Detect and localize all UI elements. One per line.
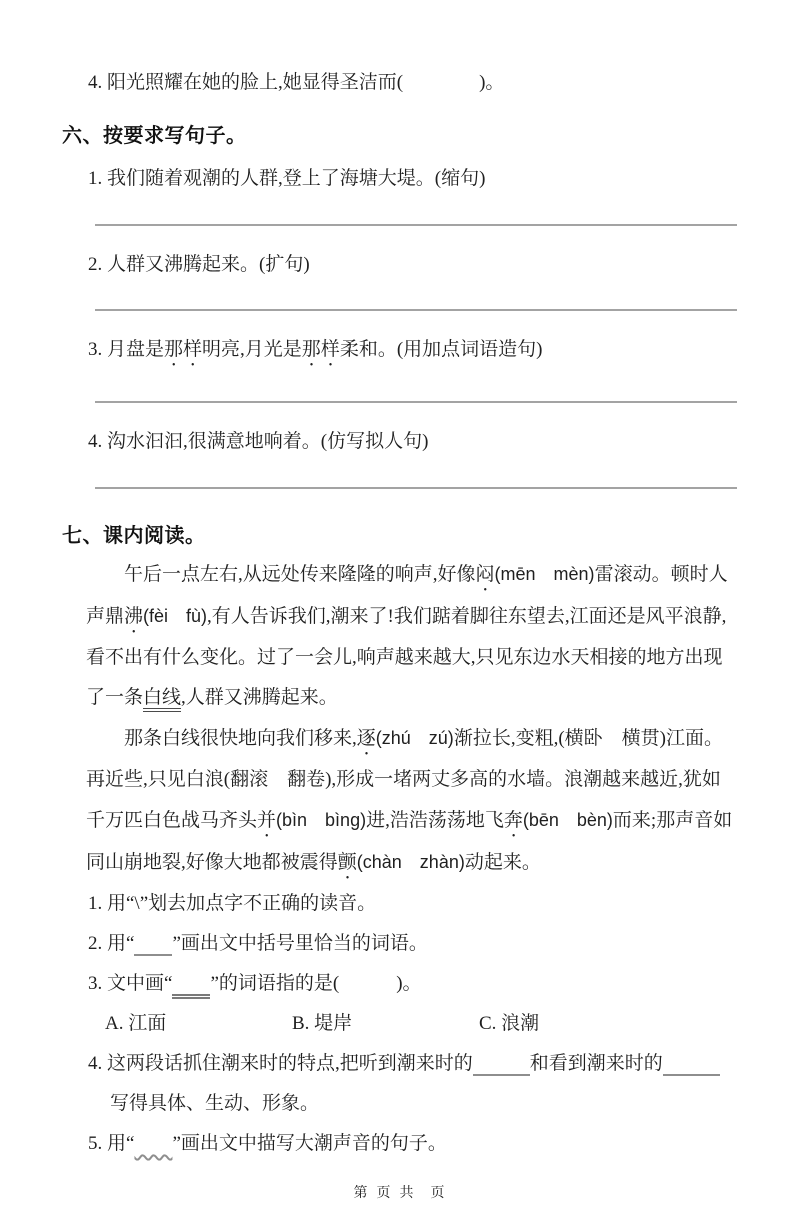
answer-line [95,401,737,403]
page-footer: 第 页 共 页 [353,1183,446,1200]
section-seven-heading: 七、课内阅读。 [62,524,206,547]
reading-question-5: 5. 用“ ”画出文中描写大潮声音的句子。 [88,1132,447,1154]
section-six-question-1: 1. 我们随着观潮的人群,登上了海塘大堤。(缩句) [88,168,486,190]
section-six-question-2: 2. 人群又沸腾起来。(扩句) [88,253,310,275]
section-six-heading: 六、按要求写句子。 [62,125,247,148]
section-six-question-3: 3. 月盘是那样明亮,月光是那样柔和。(用加点词语造句) [88,339,543,361]
passage-paragraph-2: 那条白线很快地向我们移来,逐(zhú zú)渐拉长,变粗,(横卧 横贯)江面。再近些,只见白浪(翻滚 翻卷),形成一堵两丈多高的水墙。浪潮越来越近,犹如千万匹白色战马齐头并(bìn bìng)进,浩浩荡荡地飞奔(bēn bèn)而来;那声音如同山崩地裂,好像大地都被震得颤(chàn zhàn)动起来。 [86,727,733,873]
passage-paragraph-1: 午后一点左右,从远处传来隆隆的响声,好像闷(mēn mèn)雷滚动。顿时人声鼎沸(fèi fù),有人告诉我们,潮来了!我们踮着脚往东望去,江面还是风平浪静,看不出有什么变化。过了一会儿,响声越来越大,只见东边水天相接的地方出现了一条白线,人群又沸腾起来。 [86,554,737,718]
question-item-prev-4: 4. 阳光照耀在她的脸上,她显得圣洁而( )。 [88,72,505,93]
section-six-question-4: 4. 沟水汩汩,很满意地响着。(仿写拟人句) [88,431,429,453]
reading-question-2: 2. 用“ ”画出文中括号里恰当的词语。 [88,932,428,954]
answer-line [95,487,737,489]
option-c: C. 浪潮 [479,1012,540,1034]
reading-passage [62,554,737,884]
reading-question-3: 3. 文中画“ ”的词语指的是( )。 [88,964,737,1004]
option-a: A. 江面 [105,1012,167,1034]
reading-question-4: 4. 这两段话抓住潮来时的特点,把听到潮来时的 和看到潮来时的 写得具体、生动、形象。 [88,1044,737,1124]
option-b: B. 堤岸 [292,1012,353,1034]
choice-options-row [105,1004,737,1044]
reading-question-1: 1. 用“\”划去加点字不正确的读音。 [88,892,377,914]
answer-line [95,309,737,311]
answer-line [95,224,737,226]
